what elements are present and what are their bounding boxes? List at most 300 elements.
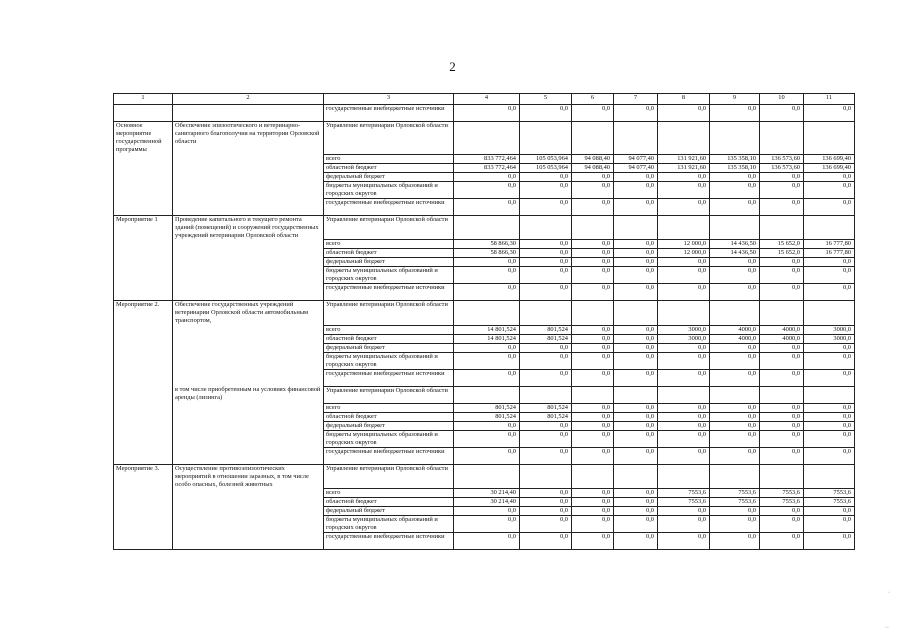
table-row	[114, 430, 855, 447]
amount-cell: 0,0	[572, 352, 614, 369]
amount-cell: 4000,0	[710, 334, 760, 343]
activity-name-cell	[114, 154, 173, 163]
activity-description-cell	[173, 489, 324, 498]
activity-description-cell: Обеспечение эпизоотического и ветеринарно-санитарного благополучия на территории Орловской области	[173, 122, 324, 155]
activity-name-cell	[114, 267, 173, 284]
amount-cell: 0,0	[572, 267, 614, 284]
activity-description-cell	[173, 105, 324, 122]
amount-cell: 801,524	[454, 403, 520, 412]
amount-cell	[572, 122, 614, 155]
amount-cell: 0,0	[614, 267, 658, 284]
amount-cell: 0,0	[658, 412, 710, 421]
activity-name-cell	[114, 489, 173, 498]
amount-cell: 4000,0	[760, 334, 804, 343]
amount-cell: 0,0	[614, 352, 658, 369]
table-row	[114, 403, 855, 412]
amount-cell: 105 053,964	[520, 154, 572, 163]
amount-cell: 3000,0	[804, 334, 855, 343]
amount-cell: 0,0	[454, 507, 520, 516]
amount-cell: 0,0	[760, 267, 804, 284]
amount-cell: 0,0	[572, 412, 614, 421]
amount-cell	[658, 464, 710, 489]
amount-cell: 801,524	[520, 412, 572, 421]
amount-cell: 0,0	[804, 369, 855, 386]
amount-cell: 0,0	[760, 181, 804, 198]
funding-source-cell: федеральный бюджет	[324, 343, 454, 352]
amount-cell: 0,0	[614, 181, 658, 198]
amount-cell: 0,0	[572, 105, 614, 122]
amount-cell: 0,0	[520, 240, 572, 249]
amount-cell: 7553,6	[710, 489, 760, 498]
amount-cell: 0,0	[760, 258, 804, 267]
amount-cell: 0,0	[760, 352, 804, 369]
amount-cell: 0,0	[710, 198, 760, 215]
amount-cell: 0,0	[454, 352, 520, 369]
activity-name-cell	[114, 258, 173, 267]
activity-description-cell	[173, 258, 324, 267]
activity-name-cell	[114, 240, 173, 249]
amount-cell: 0,0	[454, 172, 520, 181]
amount-cell	[804, 122, 855, 155]
table-row	[114, 154, 855, 163]
activity-description-cell	[173, 249, 324, 258]
amount-cell: 0,0	[572, 369, 614, 386]
table-row	[114, 105, 855, 122]
amount-cell: 0,0	[614, 325, 658, 334]
funding-source-cell: бюджеты муниципальных образований и городских округов	[324, 352, 454, 369]
activity-description-cell	[173, 240, 324, 249]
amount-cell	[572, 301, 614, 326]
activity-name-cell	[114, 533, 173, 550]
activity-name-cell	[114, 181, 173, 198]
amount-cell: 0,0	[520, 249, 572, 258]
amount-cell: 0,0	[454, 198, 520, 215]
amount-cell	[710, 301, 760, 326]
activity-name-cell: Мероприятие 3.	[114, 464, 173, 489]
amount-cell: 0,0	[804, 507, 855, 516]
page-number: 2	[449, 59, 456, 74]
activity-name-cell	[114, 163, 173, 172]
amount-cell: 12 000,0	[658, 240, 710, 249]
header-cell: 9	[710, 94, 760, 105]
activity-description-cell: Осуществление противоэпизоотических мероприятий в отношении заразных, в том числе особо опасных, болезней животных	[173, 464, 324, 489]
amount-cell: 0,0	[520, 516, 572, 533]
funding-source-cell: Управление ветеринарии Орловской области	[324, 464, 454, 489]
amount-cell: 0,0	[614, 369, 658, 386]
funding-source-cell: Управление ветеринарии Орловской области	[324, 386, 454, 403]
amount-cell: 0,0	[760, 198, 804, 215]
activity-description-cell	[173, 181, 324, 198]
amount-cell	[710, 386, 760, 403]
amount-cell: 0,0	[804, 181, 855, 198]
amount-cell: 0,0	[520, 172, 572, 181]
amount-cell	[658, 215, 710, 240]
amount-cell: 0,0	[614, 421, 658, 430]
amount-cell	[760, 215, 804, 240]
amount-cell: 0,0	[614, 489, 658, 498]
amount-cell: 0,0	[710, 516, 760, 533]
table-row	[114, 447, 855, 464]
header-cell: 11	[804, 94, 855, 105]
activity-name-cell	[114, 507, 173, 516]
amount-cell	[760, 301, 804, 326]
amount-cell: 12 000,0	[658, 249, 710, 258]
amount-cell: 0,0	[572, 284, 614, 301]
table-row	[114, 421, 855, 430]
amount-cell: 3000,0	[804, 325, 855, 334]
amount-cell	[658, 122, 710, 155]
funding-source-cell: государственные внебюджетные источники	[324, 447, 454, 464]
funding-source-cell: бюджеты муниципальных образований и городских округов	[324, 267, 454, 284]
activity-name-cell: Мероприятие 1	[114, 215, 173, 240]
amount-cell: 0,0	[614, 240, 658, 249]
table-row	[114, 267, 855, 284]
amount-cell: 0,0	[454, 421, 520, 430]
amount-cell: 0,0	[760, 172, 804, 181]
table-row	[114, 516, 855, 533]
amount-cell: 136 699,40	[804, 163, 855, 172]
amount-cell	[614, 301, 658, 326]
amount-cell	[572, 215, 614, 240]
activity-description-cell	[173, 430, 324, 447]
amount-cell: 0,0	[710, 403, 760, 412]
amount-cell: 801,524	[520, 403, 572, 412]
amount-cell: 7553,6	[658, 498, 710, 507]
amount-cell: 0,0	[710, 421, 760, 430]
amount-cell: 0,0	[658, 352, 710, 369]
amount-cell: 0,0	[520, 430, 572, 447]
activity-description-cell: в том числе приобретенным на условиях финансовой аренды (лизинга)	[173, 386, 324, 403]
amount-cell	[520, 122, 572, 155]
amount-cell	[454, 464, 520, 489]
activity-description-cell	[173, 403, 324, 412]
amount-cell: 0,0	[520, 343, 572, 352]
table-row	[114, 172, 855, 181]
amount-cell	[614, 464, 658, 489]
amount-cell: 16 777,80	[804, 249, 855, 258]
activity-description-cell	[173, 172, 324, 181]
amount-cell: 0,0	[658, 284, 710, 301]
amount-cell: 14 801,524	[454, 334, 520, 343]
amount-cell: 0,0	[710, 181, 760, 198]
amount-cell: 0,0	[614, 343, 658, 352]
amount-cell: 0,0	[520, 533, 572, 550]
header-cell: 10	[760, 94, 804, 105]
table-row	[114, 181, 855, 198]
table-row	[114, 198, 855, 215]
header-cell: 1	[114, 94, 173, 105]
amount-cell: 0,0	[658, 447, 710, 464]
amount-cell: 136 573,60	[760, 154, 804, 163]
funding-source-cell: бюджеты муниципальных образований и городских округов	[324, 181, 454, 198]
header-cell: 3	[324, 94, 454, 105]
activity-description-cell: Проведение капитального и текущего ремонта зданий (помещений) и сооружений государственных учреждений ветеринарии Орловской области	[173, 215, 324, 240]
amount-cell: 0,0	[520, 267, 572, 284]
amount-cell: 0,0	[520, 352, 572, 369]
activity-description-cell	[173, 198, 324, 215]
activity-name-cell	[114, 516, 173, 533]
activity-description-cell	[173, 412, 324, 421]
amount-cell: 94 088,40	[572, 154, 614, 163]
amount-cell: 0,0	[614, 334, 658, 343]
funding-source-cell: федеральный бюджет	[324, 258, 454, 267]
activity-description-cell	[173, 154, 324, 163]
amount-cell	[658, 386, 710, 403]
amount-cell: 0,0	[760, 105, 804, 122]
amount-cell: 94 077,40	[614, 163, 658, 172]
amount-cell	[454, 301, 520, 326]
amount-cell: 0,0	[658, 181, 710, 198]
amount-cell: 0,0	[710, 352, 760, 369]
amount-cell: 0,0	[658, 533, 710, 550]
activity-name-cell	[114, 386, 173, 403]
activity-description-cell	[173, 325, 324, 334]
amount-cell: 16 777,80	[804, 240, 855, 249]
amount-cell: 135 358,10	[710, 163, 760, 172]
amount-cell: 0,0	[804, 198, 855, 215]
amount-cell: 0,0	[454, 105, 520, 122]
amount-cell: 0,0	[520, 489, 572, 498]
activity-name-cell	[114, 369, 173, 386]
amount-cell: 7553,6	[760, 498, 804, 507]
amount-cell: 0,0	[710, 267, 760, 284]
table-row	[114, 334, 855, 343]
activity-name-cell	[114, 198, 173, 215]
amount-cell: 136 699,40	[804, 154, 855, 163]
amount-cell: 0,0	[710, 430, 760, 447]
amount-cell	[454, 215, 520, 240]
amount-cell: 0,0	[454, 447, 520, 464]
table-row	[114, 325, 855, 334]
amount-cell: 0,0	[658, 258, 710, 267]
amount-cell: 0,0	[760, 430, 804, 447]
amount-cell: 136 573,60	[760, 163, 804, 172]
amount-cell: 7553,6	[804, 498, 855, 507]
amount-cell: 0,0	[804, 258, 855, 267]
amount-cell: 105 053,964	[520, 163, 572, 172]
amount-cell: 7553,6	[710, 498, 760, 507]
amount-cell: 0,0	[454, 181, 520, 198]
amount-cell	[572, 464, 614, 489]
amount-cell: 0,0	[804, 343, 855, 352]
funding-source-cell: областной бюджет	[324, 498, 454, 507]
header-cell: 5	[520, 94, 572, 105]
amount-cell	[710, 122, 760, 155]
funding-source-cell: всего	[324, 240, 454, 249]
activity-description-cell	[173, 343, 324, 352]
amount-cell	[454, 122, 520, 155]
activity-description-cell	[173, 334, 324, 343]
amount-cell: 0,0	[710, 369, 760, 386]
amount-cell	[454, 386, 520, 403]
amount-cell: 135 358,10	[710, 154, 760, 163]
amount-cell: 0,0	[614, 430, 658, 447]
amount-cell: 0,0	[710, 343, 760, 352]
amount-cell: 0,0	[572, 421, 614, 430]
amount-cell: 0,0	[572, 516, 614, 533]
amount-cell: 0,0	[760, 516, 804, 533]
amount-cell: 3000,0	[658, 334, 710, 343]
amount-cell: 0,0	[572, 181, 614, 198]
amount-cell: 0,0	[710, 533, 760, 550]
amount-cell: 0,0	[658, 267, 710, 284]
funding-source-cell: областной бюджет	[324, 249, 454, 258]
header-cell: 4	[454, 94, 520, 105]
activity-name-cell	[114, 412, 173, 421]
header-cell: 8	[658, 94, 710, 105]
amount-cell: 0,0	[572, 533, 614, 550]
amount-cell: 0,0	[710, 412, 760, 421]
amount-cell: 4000,0	[710, 325, 760, 334]
amount-cell: 3000,0	[658, 325, 710, 334]
amount-cell: 0,0	[454, 369, 520, 386]
amount-cell: 0,0	[760, 507, 804, 516]
funding-source-cell: государственные внебюджетные источники	[324, 198, 454, 215]
table-row	[114, 533, 855, 550]
funding-source-cell: областной бюджет	[324, 163, 454, 172]
amount-cell: 0,0	[572, 172, 614, 181]
amount-cell: 14 436,50	[710, 240, 760, 249]
amount-cell: 0,0	[658, 198, 710, 215]
table-row	[114, 215, 855, 240]
amount-cell: 0,0	[658, 105, 710, 122]
activity-name-cell	[114, 430, 173, 447]
funding-source-cell: Управление ветеринарии Орловской области	[324, 215, 454, 240]
table-row	[114, 352, 855, 369]
amount-cell: 0,0	[614, 412, 658, 421]
amount-cell	[760, 464, 804, 489]
amount-cell: 0,0	[572, 258, 614, 267]
activity-description-cell	[173, 507, 324, 516]
table-row	[114, 301, 855, 326]
amount-cell: 0,0	[658, 507, 710, 516]
amount-cell: 0,0	[760, 447, 804, 464]
activity-name-cell	[114, 403, 173, 412]
amount-cell: 0,0	[658, 369, 710, 386]
activity-description-cell	[173, 267, 324, 284]
amount-cell: 30 214,40	[454, 498, 520, 507]
amount-cell: 0,0	[710, 172, 760, 181]
funding-source-cell: областной бюджет	[324, 334, 454, 343]
amount-cell: 15 652,0	[760, 249, 804, 258]
activity-name-cell	[114, 498, 173, 507]
amount-cell: 0,0	[710, 258, 760, 267]
amount-cell	[760, 122, 804, 155]
funding-source-cell: бюджеты муниципальных образований и городских округов	[324, 516, 454, 533]
funding-table	[113, 93, 855, 550]
amount-cell: 0,0	[710, 105, 760, 122]
amount-cell: 0,0	[614, 507, 658, 516]
amount-cell: 0,0	[614, 447, 658, 464]
amount-cell	[658, 301, 710, 326]
amount-cell: 0,0	[614, 403, 658, 412]
amount-cell: 0,0	[520, 421, 572, 430]
table-row	[114, 464, 855, 489]
amount-cell: 94 077,40	[614, 154, 658, 163]
amount-cell: 0,0	[454, 533, 520, 550]
amount-cell: 0,0	[710, 447, 760, 464]
funding-source-cell: государственные внебюджетные источники	[324, 105, 454, 122]
amount-cell: 0,0	[760, 369, 804, 386]
amount-cell: 7553,6	[760, 489, 804, 498]
funding-source-cell: бюджеты муниципальных образований и городских округов	[324, 430, 454, 447]
amount-cell: 0,0	[520, 498, 572, 507]
funding-source-cell: всего	[324, 403, 454, 412]
amount-cell: 0,0	[658, 172, 710, 181]
activity-name-cell	[114, 421, 173, 430]
amount-cell: 0,0	[520, 507, 572, 516]
amount-cell: 0,0	[520, 284, 572, 301]
amount-cell: 801,524	[520, 334, 572, 343]
amount-cell: 0,0	[572, 240, 614, 249]
amount-cell: 0,0	[572, 334, 614, 343]
amount-cell	[804, 215, 855, 240]
activity-description-cell: Обеспечение государственных учреждений ветеринарии Орловской области автомобильным транспортом,	[173, 301, 324, 326]
amount-cell: 0,0	[804, 284, 855, 301]
amount-cell	[614, 215, 658, 240]
table-row	[114, 343, 855, 352]
amount-cell: 0,0	[804, 421, 855, 430]
amount-cell: 0,0	[760, 412, 804, 421]
amount-cell: 0,0	[804, 516, 855, 533]
activity-name-cell	[114, 172, 173, 181]
funding-source-cell: всего	[324, 489, 454, 498]
amount-cell: 0,0	[520, 369, 572, 386]
amount-cell: 0,0	[658, 403, 710, 412]
activity-name-cell	[114, 284, 173, 301]
funding-source-cell: государственные внебюджетные источники	[324, 533, 454, 550]
table-row	[114, 249, 855, 258]
amount-cell: 0,0	[658, 430, 710, 447]
funding-source-cell: государственные внебюджетные источники	[324, 284, 454, 301]
table-row	[114, 412, 855, 421]
amount-cell	[520, 464, 572, 489]
funding-source-cell: федеральный бюджет	[324, 172, 454, 181]
amount-cell	[614, 386, 658, 403]
amount-cell: 0,0	[804, 105, 855, 122]
table-row	[114, 498, 855, 507]
amount-cell: 14 801,524	[454, 325, 520, 334]
amount-cell	[804, 464, 855, 489]
amount-cell: 0,0	[614, 533, 658, 550]
amount-cell: 0,0	[572, 403, 614, 412]
activity-description-cell	[173, 421, 324, 430]
funding-source-cell: Управление ветеринарии Орловской области	[324, 301, 454, 326]
funding-source-cell: государственные внебюджетные источники	[324, 369, 454, 386]
amount-cell	[520, 301, 572, 326]
amount-cell: 0,0	[572, 249, 614, 258]
table-row	[114, 284, 855, 301]
table-row	[114, 369, 855, 386]
amount-cell: 0,0	[804, 533, 855, 550]
activity-description-cell	[173, 533, 324, 550]
amount-cell: 0,0	[658, 343, 710, 352]
amount-cell: 0,0	[614, 284, 658, 301]
amount-cell: 0,0	[658, 421, 710, 430]
scan-speck: ··	[885, 625, 889, 631]
amount-cell: 833 772,464	[454, 163, 520, 172]
amount-cell	[572, 386, 614, 403]
amount-cell: 0,0	[760, 403, 804, 412]
activity-description-cell	[173, 447, 324, 464]
amount-cell: 0,0	[454, 258, 520, 267]
funding-source-cell: Управление ветеринарии Орловской области	[324, 122, 454, 155]
amount-cell: 7553,6	[804, 489, 855, 498]
amount-cell	[710, 215, 760, 240]
amount-cell: 0,0	[614, 258, 658, 267]
amount-cell: 0,0	[520, 105, 572, 122]
amount-cell: 0,0	[804, 447, 855, 464]
